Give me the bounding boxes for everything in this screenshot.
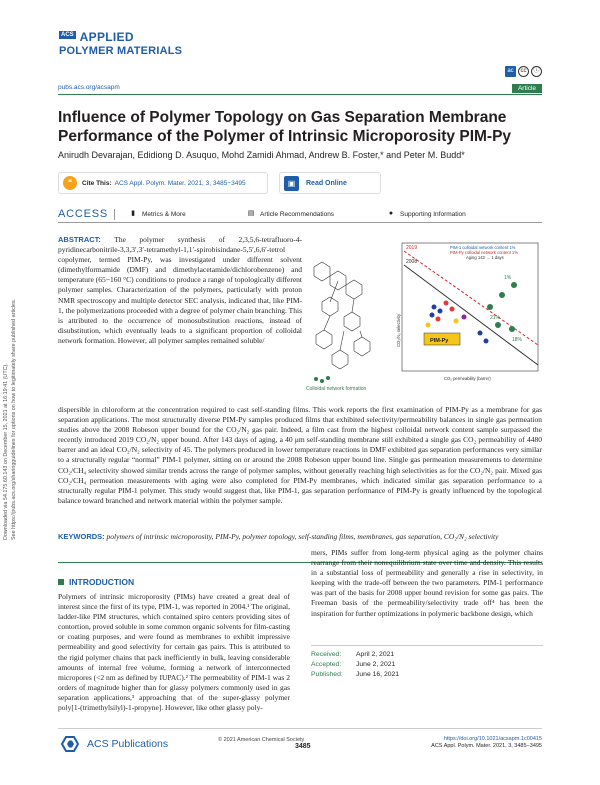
upper-2008-label: 2008 bbox=[406, 259, 418, 265]
access-bar bbox=[58, 206, 542, 223]
acs-logo-mark: ACS bbox=[61, 32, 74, 38]
bar-chart-icon: ▮ bbox=[131, 210, 135, 217]
legend-aging: Aging 143 → 1 days bbox=[466, 255, 504, 260]
upper-2019-label: 2019 bbox=[406, 245, 418, 251]
plot-y-label: CO₂/N₂ selectivity bbox=[396, 313, 401, 347]
article-title: Influence of Polymer Topology on Gas Separation Membrane Performance of the Polymer of Intrinsic Microporosity PIM-Py bbox=[58, 109, 512, 145]
keywords-terms: polymers of intrinsic microporosity, PIM-Py, polymer topology, self-standing films, membranes, gas separation, CO₂/N₂ selectivity bbox=[106, 532, 499, 541]
footer-doi-block bbox=[431, 736, 542, 750]
keywords-block bbox=[58, 532, 542, 542]
journal-name-line-1: APPLIED bbox=[79, 30, 134, 44]
journal-header-bar bbox=[58, 84, 542, 95]
doi-link[interactable]: https://doi.org/10.1021/acsapm.1c00415 bbox=[443, 736, 542, 742]
journal-name-line-2: POLYMER MATERIALS bbox=[59, 45, 183, 57]
abstract-part-2: dispersible in chloroform at the concentration required to cast self-standing films. This work reports the first examination of PIM-Py as a membrane for gas separation applications. The most structurally diverse PIM-Py samples produced films that exhibited selectivity/permeability balances in single gas permeation studies above the 2008 Robeson upper bound for the CO₂/N₂ gas pair. Indeed, a film cast from the highest colloidal network content sample surpassed the recently introduced 2019 CO₂/N₂ upper bound. After 143 days of aging, a 40 μm self-standing membrane still exhibited a single gas CO₂ permeability of 4480 barrer and an ideal CO₂/N₂ selectivity of 45. The polymers produced in lower temperature reactions in DMF exhibited gas separation performances very similar to a structurally regular “normal” PIM-1 polymer, sitting on or around the 2008 Robeson upper bound line. Single gas permeation measurements to determine CO₂/CH₄ selectivity showed similar trends across the range of polymer samples, without generally reaching high selectivities as for the CO₂/N₂ pair. Mixed gas CO₂/CH₄ permeation measurements with aging were also completed for PIM-Py membranes, which indicated similar gas separation performance to a structurally regular PIM-1 polymer. This study would suggest that, like PIM-1, gas separation performance of PIM-Py is greatly influenced by the topological balance toward branched and network material within the polymer sample. bbox=[58, 405, 542, 505]
access-separator bbox=[114, 209, 115, 220]
publisher-name: ACS Publications bbox=[87, 738, 169, 750]
received-row bbox=[311, 650, 543, 660]
abstract-label: ABSTRACT: bbox=[58, 235, 101, 244]
toc-graphic bbox=[304, 235, 544, 397]
citation-reference-link[interactable]: ACS Appl. Polym. Mater. 2021, 3, 3485−3495 bbox=[114, 179, 246, 187]
received-date: April 2, 2021 bbox=[356, 651, 395, 658]
read-online-icon: ▣ bbox=[284, 176, 299, 191]
license-badges bbox=[505, 66, 542, 77]
supporting-info-link[interactable] bbox=[387, 210, 466, 218]
creative-commons-icon[interactable]: cc bbox=[518, 66, 529, 77]
introduction-left-column: Polymers of intrinsic microporosity (PIMs) have created a great deal of interest since the first of its type, PIM-1, was reported in 2004.¹ The original, ladder-like PIM structures, which contained spiro centers providing sites of contortion, proved soluble in some common organic solvents for film-casting or coating purposes, and were found as membranes to exhibit impressive permeability and good selectivity for certain gas pairs. This is attributed to the rigid polymer chains that pack inefficiently in bulk, leaving considerable amounts of internal free volume, forming a network of interconnected micropores (<2 nm as defined by IUPAC).² The permeability of PIM-1 was 2 orders of magnitude higher than for glassy polymers commonly used in gas separation applications,³ approaching that of the super-glassy polymer poly[1-(trimethylsilyl)-1-propyne]. However, like other glassy poly- bbox=[58, 592, 290, 713]
section-square-icon bbox=[58, 579, 64, 585]
accepted-label: Accepted: bbox=[311, 661, 342, 668]
abstract-text-1: The polymer synthesis of 2,3,5,6-tetrafluoro-4-pyridinecarbonitrile-3,3,3′,3′-tetramethyl-1,1′-spirobisindane-5,5′,6,6′-tetrol copolymer, termed PIM-Py, was investigated under different solvent (dimethylformamide (DMF) and dimethylacetamide/dichlorobenzene) and temperature (65−160 °C) conditions to produce a range of topologically different polymer samples. Characterization of the polymers, particularly with proton NMR spectroscopy and multiple detector SEC analysis, indicated that, like PIM-1, the polymerizations proceeded with a degree of polymer chain branching. This is attributed to the occurrence of monosubstitution reactions, instead of disubstitution, which eventually leads to a significant proportion of colloidal network formation. However, all polymer samples remained soluble/ bbox=[58, 235, 302, 345]
published-date: June 16, 2021 bbox=[356, 671, 400, 678]
cite-this-box[interactable] bbox=[58, 172, 268, 194]
article-type-badge: Article bbox=[512, 84, 542, 93]
metrics-label: Metrics & More bbox=[142, 210, 186, 218]
supporting-info-label: Supporting Information bbox=[400, 210, 466, 218]
metrics-link[interactable] bbox=[129, 210, 247, 218]
pim-py-box-label: PIM-Py bbox=[430, 338, 449, 344]
attribution-icon[interactable]: ⓘ bbox=[531, 66, 542, 77]
acs-hexagon-icon bbox=[58, 735, 82, 753]
legend-pimpy: PIM-Py colloidal network content 1% bbox=[450, 250, 518, 255]
published-row bbox=[311, 670, 543, 680]
side-note-line-2: See https://pubs.acs.org/sharingguidelines for options on how to legitimately share published articles. bbox=[11, 298, 17, 540]
article-dates bbox=[311, 645, 543, 680]
side-note-line-1: Downloaded via 54.175.60.143 on December 15, 2021 at 16:19:41 (UTC). bbox=[3, 363, 9, 540]
page-number: 3485 bbox=[295, 743, 311, 750]
published-label: Published: bbox=[311, 671, 343, 678]
abstract-part-1 bbox=[58, 235, 302, 346]
toc-caption: Colloidal network formation bbox=[306, 386, 367, 392]
footer-citation: ACS Appl. Polym. Mater. 2021, 3, 3485−3495 bbox=[431, 743, 542, 749]
download-side-note bbox=[3, 210, 25, 540]
read-online-label: Read Online bbox=[306, 179, 347, 187]
quote-icon: ❝ bbox=[63, 176, 77, 190]
accepted-row bbox=[311, 660, 543, 670]
read-online-button[interactable] bbox=[279, 172, 381, 194]
acs-publications-logo[interactable] bbox=[58, 735, 168, 753]
introduction-right-column: mers, PIMs suffer from long-term physical aging as the polymer chains rearrange from their nonequilibrium state over time and density. This results in a substantial loss of permeability and generally a rise in selectivity, in keeping with the trade-off between the two parameters. PIM-1 performance was part of the basis for 2008 upper bound revision for some gas pairs. The Freeman basis of the permeability/selectivity trade off⁴ has been the inspiration for further optimizations in polymeric backbone design, which bbox=[311, 548, 543, 618]
access-label: ACCESS bbox=[58, 208, 109, 220]
recommendations-link[interactable] bbox=[247, 210, 387, 218]
cite-label: Cite This: bbox=[82, 179, 112, 187]
journal-brand[interactable] bbox=[59, 28, 182, 57]
open-access-icon[interactable]: ac bbox=[505, 66, 516, 77]
recommendations-label: Article Recommendations bbox=[260, 210, 335, 218]
journal-url-link[interactable]: pubs.acs.org/acsapm bbox=[58, 84, 120, 91]
accepted-date: June 2, 2021 bbox=[356, 661, 396, 668]
document-icon: ▤ bbox=[247, 210, 255, 217]
copyright-text: © 2021 American Chemical Society bbox=[218, 737, 305, 743]
keywords-label: KEYWORDS: bbox=[58, 532, 105, 541]
toc-upper-bound-plot bbox=[394, 237, 544, 387]
pct-label-3: 18% bbox=[512, 337, 523, 343]
plot-x-label: CO₂ permeability (barrer) bbox=[444, 376, 491, 381]
author-list[interactable]: Anirudh Devarajan, Edidiong D. Asuquo, Mohd Zamidi Ahmad, Andrew B. Foster,* and Peter M. Budd* bbox=[58, 150, 465, 160]
pct-label-1: 1% bbox=[504, 275, 512, 281]
introduction-heading-text: INTRODUCTION bbox=[69, 577, 135, 587]
supporting-info-icon: ● bbox=[388, 210, 394, 217]
page-footer bbox=[58, 728, 542, 756]
legend-pim1: PIM-1 colloidal network content 1% bbox=[450, 245, 516, 250]
polymer-structure-drawing bbox=[304, 247, 390, 397]
pct-label-2: 21% bbox=[490, 315, 501, 321]
received-label: Received: bbox=[311, 651, 342, 658]
introduction-heading bbox=[58, 577, 134, 587]
